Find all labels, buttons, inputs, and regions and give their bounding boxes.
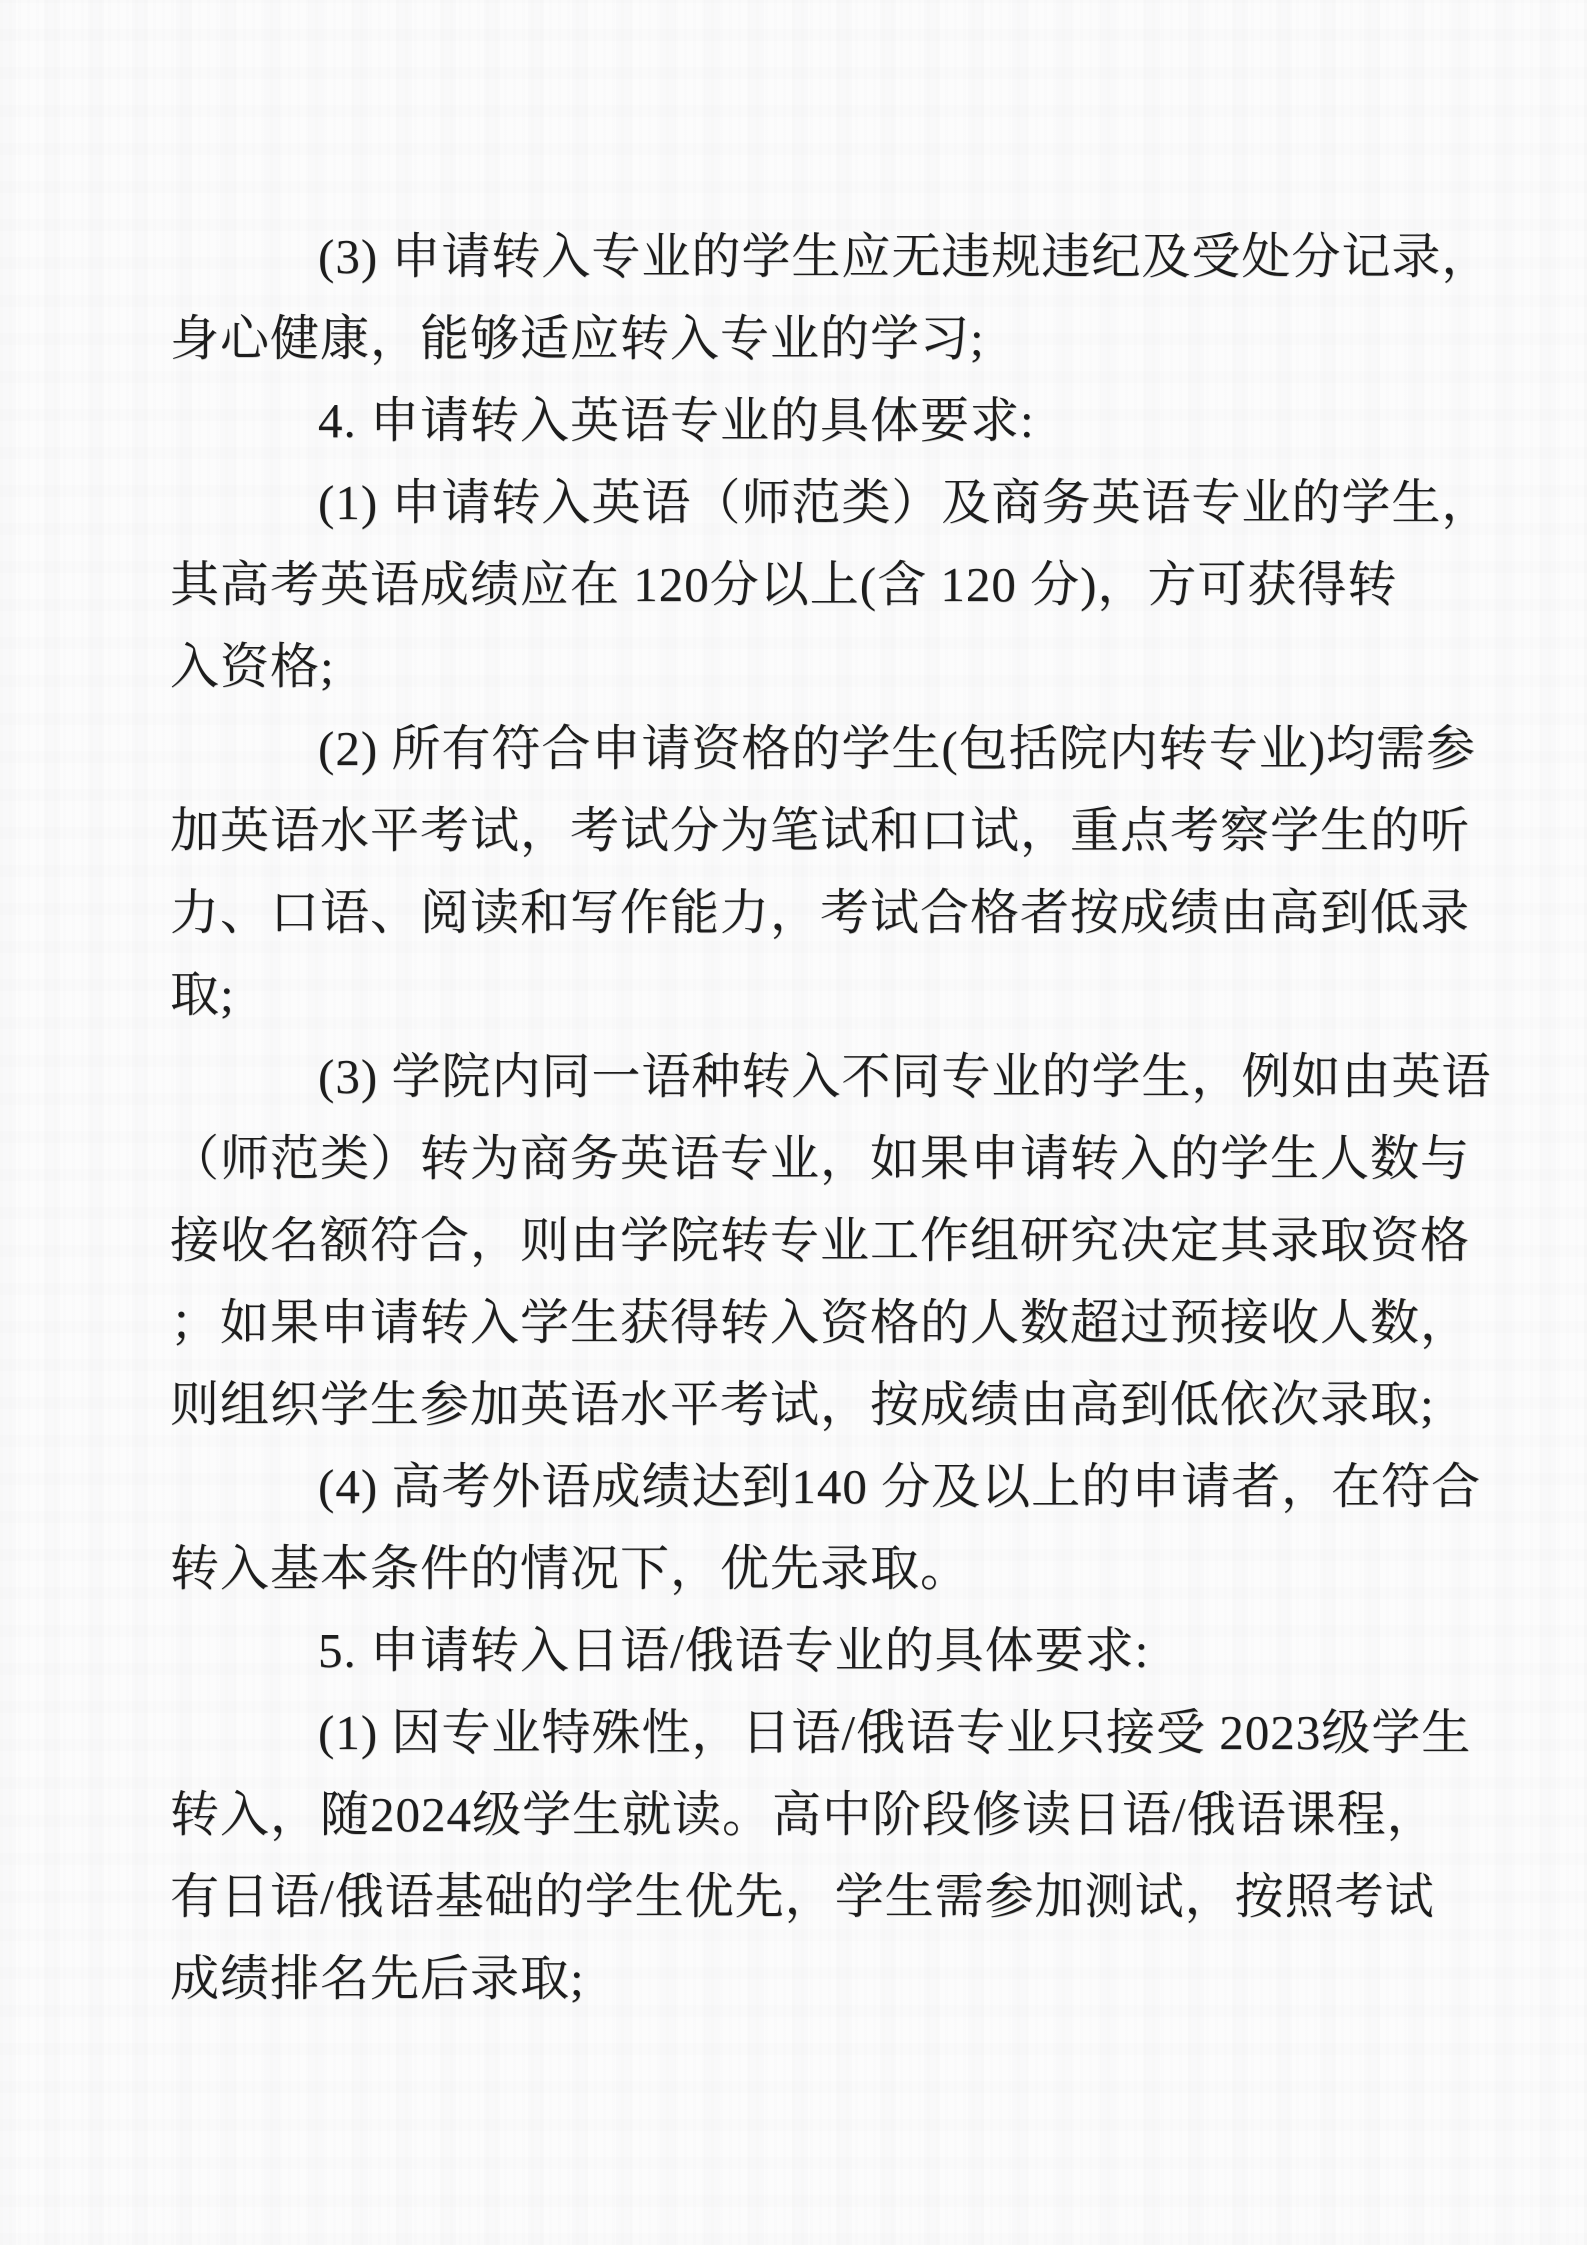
text-line: 其高考英语成绩应在 120分以上(含 120 分)，方可获得转 [170,557,1398,612]
text-line: 力、口语、阅读和写作能力，考试合格者按成绩由高到低录 [170,885,1471,940]
text-line: 成绩排名先后录取; [170,1951,585,2006]
text-line: 身心健康，能够适应转入专业的学习; [170,311,985,366]
text-line: 转入，随2024级学生就读。高中阶段修读日语/俄语课程， [170,1787,1437,1842]
text-line: （师范类）转为商务英语专业，如果申请转入的学生人数与 [170,1131,1471,1186]
text-line: 接收名额符合，则由学院转专业工作组研究决定其录取资格 [170,1213,1471,1268]
text-line: (2) 所有符合申请资格的学生(包括院内转专业)均需参 [318,721,1477,776]
text-line: (3) 申请转入专业的学生应无违规违纪及受处分记录， [318,229,1492,284]
text-line: (3) 学院内同一语种转入不同专业的学生，例如由英语 [318,1049,1492,1104]
text-line: (4) 高考外语成绩达到140 分及以上的申请者，在符合 [318,1459,1482,1514]
text-line: ；如果申请转入学生获得转入资格的人数超过预接收人数， [170,1295,1471,1350]
text-line: 取; [170,967,235,1022]
text-line: (1) 因专业特殊性，日语/俄语专业只接受 2023级学生 [318,1705,1472,1760]
document-body [170,216,1492,2020]
text-line: 有日语/俄语基础的学生优先，学生需参加测试，按照考试 [170,1869,1435,1924]
text-line: 则组织学生参加英语水平考试，按成绩由高到低依次录取; [170,1377,1435,1432]
text-line: 5. 申请转入日语/俄语专业的具体要求: [318,1623,1150,1678]
text-line: 入资格; [170,639,335,694]
text-line: (1) 申请转入英语（师范类）及商务英语专业的学生， [318,475,1492,530]
text-line: 转入基本条件的情况下，优先录取。 [170,1541,971,1596]
text-line: 4. 申请转入英语专业的具体要求: [318,393,1035,448]
text-line: 加英语水平考试，考试分为笔试和口试，重点考察学生的听 [170,803,1471,858]
